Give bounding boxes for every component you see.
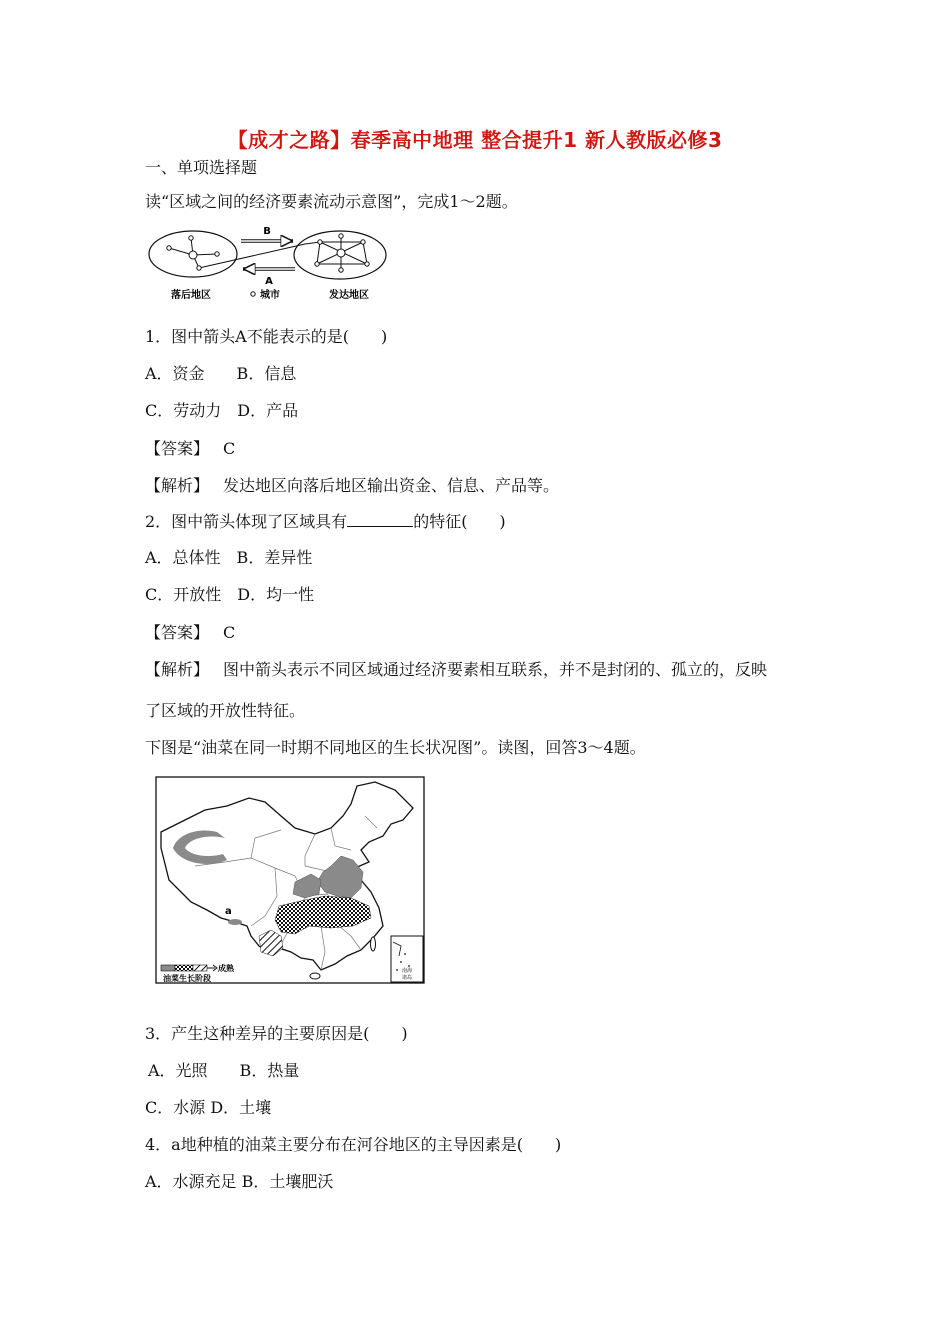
legend-end-label: 成熟 xyxy=(218,964,234,973)
backward-region-label: 落后地区 xyxy=(171,290,211,301)
q2-analysis-text: 图中箭头表示不同区域通过经济要素相互联系，并不是封闭的、孤立的，反映 xyxy=(223,660,768,679)
q2-analysis-tag: 【解析】 xyxy=(145,660,210,679)
q2-options-row2: C．开放性 D．均一性 xyxy=(145,585,315,604)
legend-caption: 油菜生长阶段 xyxy=(163,974,211,983)
intro-text-2: 下图是“油菜在同一时期不同地区的生长状况图”。读图，回答3～4题。 xyxy=(145,738,646,757)
intro-text-1: 读“区域之间的经济要素流动示意图”，完成1～2题。 xyxy=(145,192,518,211)
developed-city-network xyxy=(305,234,369,272)
q2-options-row1: A．总体性 B．差异性 xyxy=(145,548,313,567)
island-taiwan xyxy=(371,937,376,951)
q2-stem-pre: 2．图中箭头体现了区域具有 xyxy=(145,512,348,531)
rapeseed-growth-map xyxy=(155,776,427,986)
q1-analysis xyxy=(145,473,559,496)
arrow-b-label: B xyxy=(263,226,271,237)
inset-label-1: 南海 xyxy=(401,968,413,974)
page-title: 【成才之路】春季高中地理 整合提升1 新人教版必修3 xyxy=(227,128,723,152)
q4-stem: 4．a地种植的油菜主要分布在河谷地区的主导因素是( ) xyxy=(145,1135,562,1154)
q3-options-row2: C．水源 D．土壤 xyxy=(145,1098,272,1117)
city-legend-label: 城市 xyxy=(260,290,280,301)
island-hainan xyxy=(310,973,320,979)
inset-label-2: 诸岛 xyxy=(401,975,413,981)
economic-flow-diagram xyxy=(145,222,395,302)
q3-stem: 3．产生这种差异的主要原因是( ) xyxy=(145,1024,408,1043)
q2-answer xyxy=(145,620,235,643)
q4-options-row1: A．水源充足 B．土壤肥沃 xyxy=(145,1172,334,1191)
q2-answer-value: C xyxy=(223,623,236,642)
section-heading: 一、单项选择题 xyxy=(145,158,258,177)
developed-region-label: 发达地区 xyxy=(329,290,369,301)
q2-stem-post: 的特征( ) xyxy=(413,512,506,531)
q2-analysis-cont: 了区域的开放性特征。 xyxy=(145,701,306,720)
q1-answer xyxy=(145,436,235,459)
q1-options-row2: C．劳动力 D．产品 xyxy=(145,401,299,420)
q1-answer-tag: 【答案】 xyxy=(145,439,210,458)
arrow-a-label: A xyxy=(265,276,273,287)
q1-stem: 1．图中箭头A不能表示的是( ) xyxy=(145,327,388,346)
q2-blank xyxy=(347,512,413,527)
q3-options-row1: A．光照 B．热量 xyxy=(148,1061,300,1080)
region-a-valley xyxy=(228,919,242,925)
q1-analysis-tag: 【解析】 xyxy=(145,476,210,495)
q2-answer-tag: 【答案】 xyxy=(145,623,210,642)
q2-analysis xyxy=(145,657,767,680)
south-china-sea-inset xyxy=(391,936,423,982)
q2-stem xyxy=(145,509,506,532)
q1-analysis-text: 发达地区向落后地区输出资金、信息、产品等。 xyxy=(223,476,560,495)
q1-answer-value: C xyxy=(223,439,236,458)
q1-options-row1: A．资金 B．信息 xyxy=(145,364,297,383)
map-label-a: a xyxy=(225,906,232,917)
city-legend-icon xyxy=(251,292,255,296)
